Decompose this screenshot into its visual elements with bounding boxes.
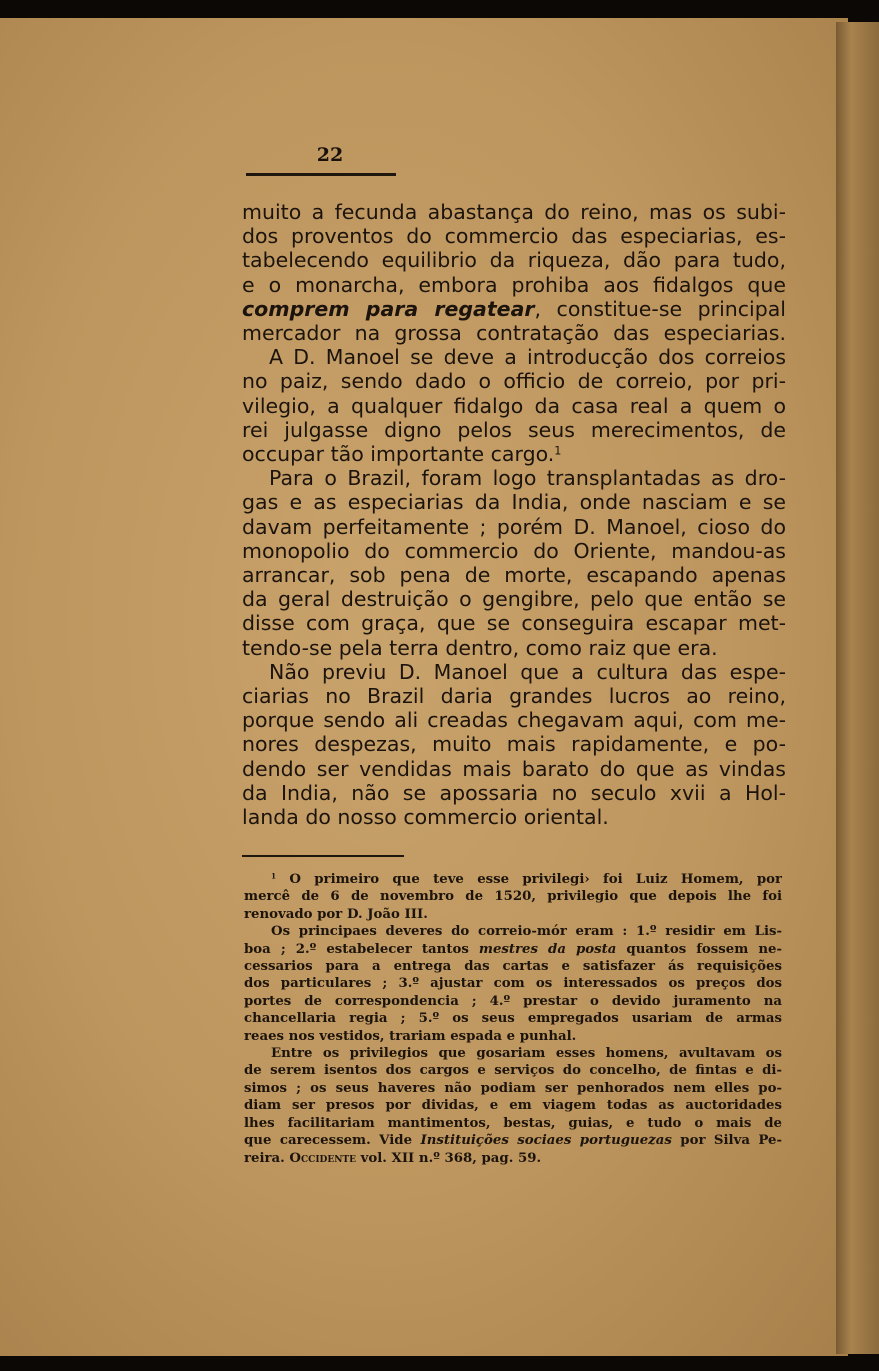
text-run: de serem isentos dos cargos e serviços do concelho, de fintas e di- [244, 1063, 782, 1079]
text-run: A D. Manoel se deve a introducção dos correios [269, 345, 786, 370]
text-run: que carecessem. Vide [244, 1133, 421, 1149]
text-run: davam perfeitamente ; porém D. Manoel, cioso do [242, 514, 786, 539]
body-line [242, 321, 786, 345]
body-line [242, 369, 786, 393]
text-run: dos proventos do commercio das especiarias, es- [242, 224, 786, 249]
page-edge-shadow [836, 22, 879, 1354]
body-line [242, 781, 786, 805]
footnote-line [244, 906, 782, 923]
text-run: monopolio do commercio do Oriente, mandou-as [242, 538, 786, 563]
footnote-line [244, 888, 782, 905]
text-run: dos particulares ; 3.º ajustar com os interessados os preços dos [244, 976, 782, 992]
text-run: Não previu D. Manoel que a cultura das espe- [269, 659, 786, 684]
footnote-line [244, 1028, 782, 1045]
text-run: da India, não se apossaria no seculo xvii a Hol- [242, 780, 786, 805]
text-run: boa ; 2.º estabelecer tantos [244, 941, 479, 957]
body-line [242, 248, 786, 272]
footnote-marker: 1 [271, 871, 277, 881]
body-line [242, 708, 786, 732]
text-run: Para o Brazil, foram logo transplantadas as dro- [269, 466, 786, 491]
footnote-line [244, 958, 782, 975]
footnote-line [244, 1097, 782, 1114]
footnotes [244, 871, 782, 1167]
body-line [242, 660, 786, 684]
text-run: mercê de 6 de novembro de 1520, privilegio que depois lhe foi [244, 889, 782, 905]
text-run: mercador na grossa contratação das especiarias. [242, 321, 786, 346]
footnote-line [244, 1132, 782, 1149]
text-run: porque sendo ali creadas chegavam aqui, com me- [242, 708, 786, 733]
body-line [242, 587, 786, 611]
body-line [242, 684, 786, 708]
text-run: rei julgasse digno pelos seus merecimentos, de [242, 417, 786, 442]
body-line [242, 757, 786, 781]
body-line [242, 442, 786, 466]
footnote-marker: 1 [554, 444, 562, 458]
text-run: gas e as especiarias da India, onde nasciam e se [242, 490, 786, 515]
footnote-line [244, 923, 782, 940]
text-run: dendo ser vendidas mais barato do que as vindas [242, 756, 786, 781]
small-caps-text: Occidente [289, 1150, 356, 1166]
header-rule [246, 173, 396, 176]
footnote-line [244, 1045, 782, 1062]
text-run: portes de correspondencia ; 4.º prestar o devido juramento na [244, 993, 782, 1009]
text-run: muito a fecunda abastança do reino, mas os subi- [242, 200, 786, 224]
scan-border-top [0, 0, 879, 20]
body-text [242, 200, 786, 829]
text-run: reaes nos vestidos, trariam espada e punhal. [244, 1028, 577, 1044]
footnote-line [244, 1062, 782, 1079]
text-run: chancellaria regia ; 5.º os seus empregados usariam de armas [244, 1011, 782, 1027]
text-run: diam ser presos por dividas, e em viagem todas as auctoridades [244, 1098, 782, 1114]
body-line [242, 466, 786, 490]
text-run: e o monarcha, embora prohiba aos fidalgos que [242, 272, 786, 297]
body-line [242, 732, 786, 756]
text-run: Entre os privilegios que gosariam esses homens, avultavam os [271, 1046, 782, 1062]
footnote-line [244, 1080, 782, 1097]
emphasized-text: Instituições sociaes portuguezas [420, 1133, 672, 1149]
footnote-rule [242, 855, 404, 857]
body-line [242, 805, 786, 829]
emphasized-text: comprem para regatear [242, 296, 535, 321]
text-run: Os principaes deveres do correio-mór eram : 1.º residir em Lis- [271, 924, 782, 940]
body-line [242, 539, 786, 563]
body-line [242, 224, 786, 248]
body-line [242, 200, 786, 224]
text-run: cessarios para a entrega das cartas e satisfazer ás requisições [244, 959, 782, 975]
body-line [242, 515, 786, 539]
footnote-line [244, 993, 782, 1010]
body-line [242, 611, 786, 635]
text-run: por Silva Pe- [671, 1133, 782, 1149]
text-run: reira. [244, 1150, 290, 1166]
emphasized-text: mestres da posta [478, 941, 617, 957]
text-run: disse com graça, que se conseguira escapar met- [242, 611, 786, 636]
body-line [242, 273, 786, 297]
body-line [242, 345, 786, 369]
footnote-line [244, 871, 782, 888]
text-run: landa do nosso commercio oriental. [242, 805, 609, 830]
footnote-line [244, 975, 782, 992]
text-run: lhes facilitariam mantimentos, bestas, guias, e tudo o mais de [244, 1115, 782, 1131]
text-run: da geral destruição o gengibre, pelo que então se [242, 587, 786, 612]
text-run: nores despezas, muito mais rapidamente, e po- [242, 732, 786, 757]
text-run: , constitue-se principal [534, 296, 786, 321]
text-run: vol. XII n.º 368, pag. 59. [355, 1150, 542, 1166]
footnote-line [244, 1150, 782, 1167]
body-line [242, 563, 786, 587]
footnote-line [244, 1010, 782, 1027]
footnote-line [244, 941, 782, 958]
text-run: O primeiro que teve esse privilegi› foi Luiz Homem, por [276, 872, 782, 887]
text-run: renovado por D. João III. [244, 906, 428, 922]
text-run: no paiz, sendo dado o officio de correio, por pri- [242, 369, 786, 394]
body-line [242, 394, 786, 418]
body-line [242, 297, 786, 321]
page-number: 22 [316, 144, 344, 166]
text-run: tendo-se pela terra dentro, como raiz que era. [242, 635, 718, 660]
body-line [242, 636, 786, 660]
footnote-line [244, 1115, 782, 1132]
text-run: vilegio, a qualquer fidalgo da casa real a quem o [242, 393, 786, 418]
text-run: simos ; os seus haveres não podiam ser penhorados nem elles po- [244, 1080, 782, 1096]
text-run: quantos fossem ne- [616, 941, 782, 957]
text-run: tabelecendo equilibrio da riqueza, dão para tudo, [242, 248, 786, 273]
text-run: occupar tão importante cargo. [242, 442, 555, 467]
text-run: arrancar, sob pena de morte, escapando apenas [242, 563, 786, 588]
body-line [242, 418, 786, 442]
text-run: ciarias no Brazil daria grandes lucros ao reino, [242, 684, 786, 709]
body-line [242, 490, 786, 514]
